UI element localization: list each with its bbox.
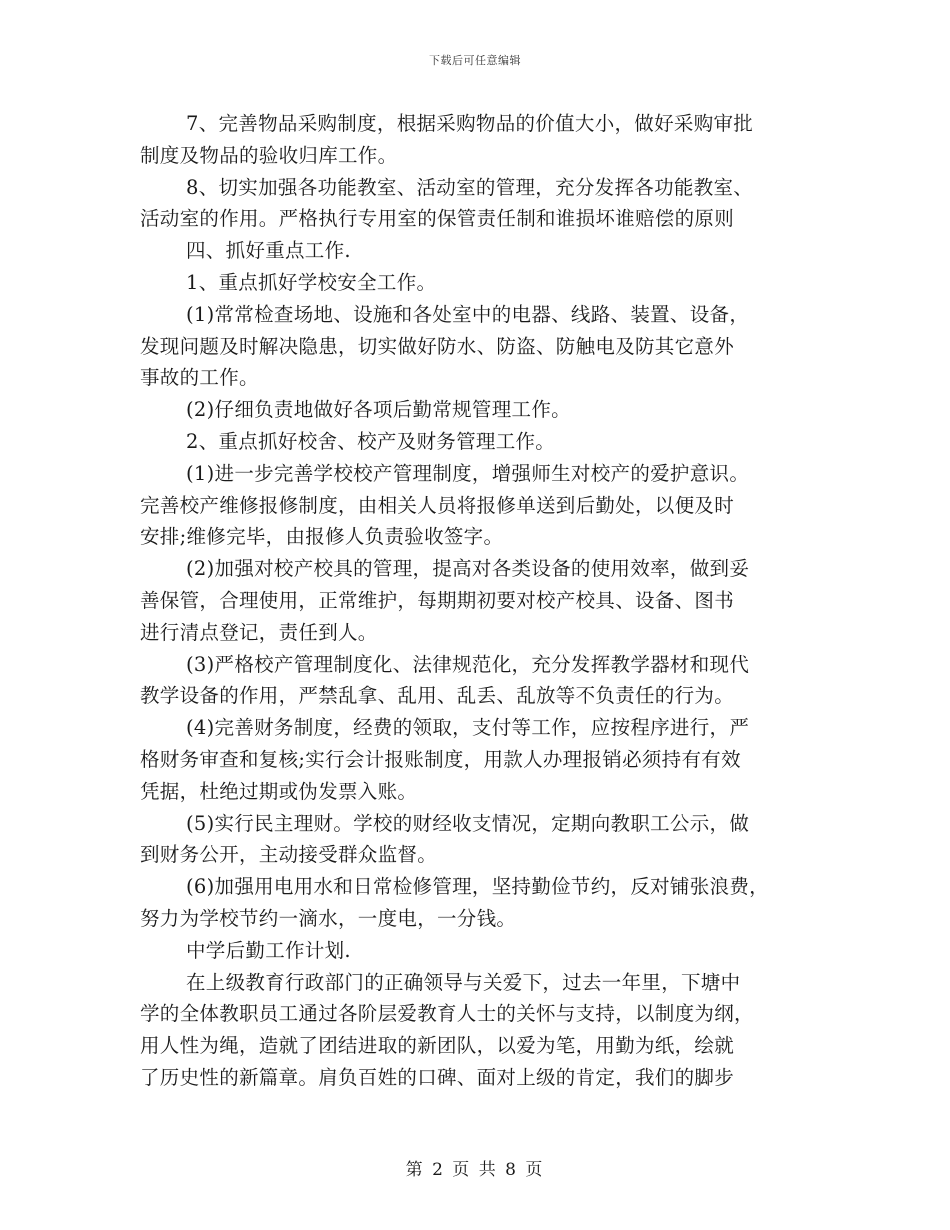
paragraph-line: (1)常常检查场地、设施和各处室中的电器、线路、装置、设备，	[186, 302, 750, 326]
paragraph-line: (2)仔细负责地做好各项后勤常规管理工作。	[186, 398, 571, 422]
paragraph-line: 1、重点抓好学校安全工作。	[186, 270, 437, 294]
paragraph-line: 学的全体教职员工通过各阶层爱教育人士的关怀与支持，以制度为纲，	[140, 1002, 754, 1026]
paragraph-line: 四、抓好重点工作.	[186, 239, 351, 263]
paragraph-line: 完善校产维修报修制度，由相关人员将报修单送到后勤处，以便及时	[140, 493, 735, 517]
paragraph-line: (1)进一步完善学校校产管理制度，增强师生对校产的爱护意识。	[186, 461, 750, 485]
paragraph-line: (6)加强用电用水和日常检修管理，坚持勤俭节约，反对铺张浪费，	[186, 875, 769, 899]
paragraph-line: (4)完善财务制度，经费的领取，支付等工作，应按程序进行，严	[186, 716, 750, 740]
paragraph-line: 发现问题及时解决隐患，切实做好防水、防盗、防触电及防其它意外	[140, 334, 735, 358]
paragraph-line: (3)严格校产管理制度化、法律规范化，充分发挥教学器材和现代	[186, 652, 750, 676]
paragraph-line: 进行清点登记，责任到人。	[140, 620, 378, 644]
paragraph-line: 安排;维修完毕，由报修人负责验收签字。	[140, 525, 504, 549]
paragraph-line: 2、重点抓好校舍、校产及财务管理工作。	[186, 429, 556, 453]
paragraph-line: 教学设备的作用，严禁乱拿、乱用、乱丢、乱放等不负责任的行为。	[140, 684, 735, 708]
paragraph-line: 7、完善物品采购制度，根据采购物品的价值大小，做好采购审批	[186, 112, 754, 135]
document-body	[140, 108, 820, 1094]
paragraph-line: (2)加强对校产校具的管理，提高对各类设备的使用效率，做到妥	[186, 557, 750, 581]
page-header: 下载后可任意编辑	[429, 54, 521, 67]
paragraph-line: 事故的工作。	[140, 366, 259, 390]
page-footer: 第 2 页 共 8 页	[405, 1160, 545, 1180]
paragraph-line: 制度及物品的验收归库工作。	[140, 143, 398, 167]
paragraph-line: 活动室的作用。严格执行专用室的保管责任制和谁损坏谁赔偿的原则	[140, 207, 735, 231]
paragraph-line: 格财务审查和复核;实行会计报账制度，用款人办理报销必须持有有效	[140, 747, 741, 771]
paragraph-line: 了历史性的新篇章。肩负百姓的口碑、面对上级的肯定，我们的脚步	[140, 1065, 735, 1089]
paragraph-line: 在上级教育行政部门的正确领导与关爱下，过去一年里，下塘中	[186, 970, 741, 994]
paragraph-line: 凭据，杜绝过期或伪发票入账。	[140, 779, 418, 803]
paragraph-line: 8、切实加强各功能教室、活动室的管理，充分发挥各功能教室、	[186, 175, 754, 199]
paragraph-line: 到财务公开，主动接受群众监督。	[140, 843, 438, 867]
paragraph-line: (5)实行民主理财。学校的财经收支情况，定期向教职工公示，做	[186, 811, 750, 835]
paragraph-line: 努力为学校节约一滴水，一度电，一分钱。	[140, 906, 517, 930]
paragraph-line: 中学后勤工作计划.	[186, 938, 351, 962]
paragraph-line: 善保管，合理使用，正常维护，每期期初要对校产校具、设备、图书	[140, 588, 735, 612]
paragraph-line: 用人性为绳，造就了团结进取的新团队，以爱为笔，用勤为纸，绘就	[140, 1034, 735, 1058]
